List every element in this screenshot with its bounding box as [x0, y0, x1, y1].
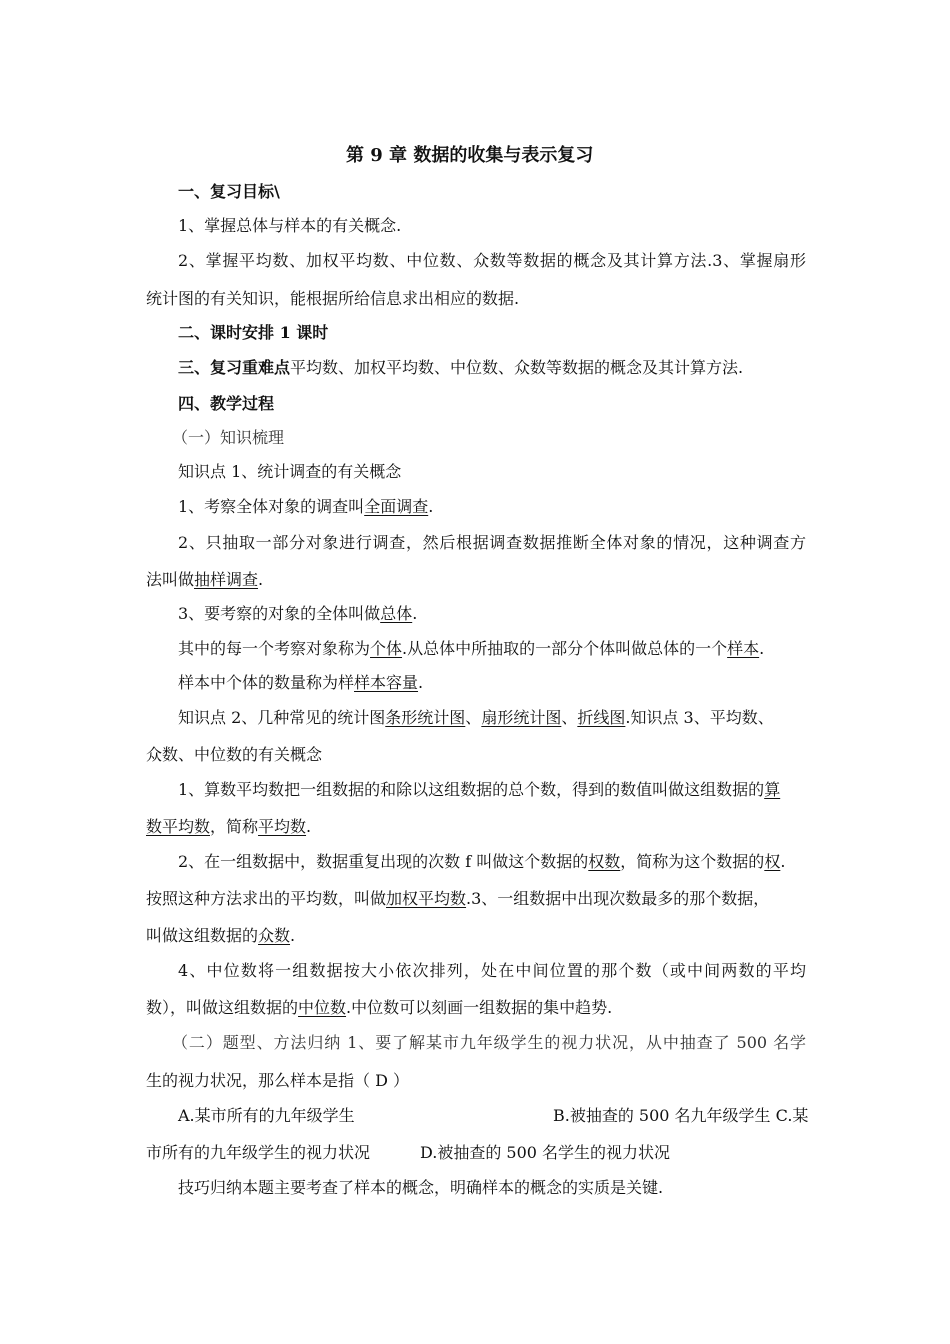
kp3-item-2-line-3	[146, 926, 295, 946]
term-mean: 平均数	[258, 817, 307, 836]
term-bar-chart: 条形统计图	[385, 708, 466, 727]
knowledge-point-3: 众数、中位数的有关概念	[146, 745, 323, 764]
option-b-c: B.被抽查的 500 名九年级学生 C.某	[553, 1106, 809, 1125]
kp1-item-1	[178, 497, 433, 517]
kp3-item-4-line-1: 4、中位数将一组数据按大小依次排列，处在中间位置的那个数（或中间两数的平均	[178, 961, 806, 980]
text: 3、要考察的对象的全体叫做	[178, 604, 381, 623]
section-heading-process: 四、教学过程	[178, 394, 275, 413]
text: 、	[561, 708, 578, 727]
term-sampling: 抽样调查	[194, 570, 259, 589]
text: 、	[465, 708, 482, 727]
term-arithmetic-mean-part1: 算	[764, 780, 781, 799]
subsection-knowledge: （一）知识梳理	[172, 428, 285, 447]
kp3-item-1-line-2	[146, 817, 311, 837]
text: .	[412, 604, 418, 623]
term-weight-number: 权数	[588, 852, 621, 871]
text: .	[418, 673, 424, 692]
term-median: 中位数	[298, 998, 347, 1017]
term-individual: 个体	[370, 639, 403, 658]
goal-item-2-line-1: 2、掌握平均数、加权平均数、中位数、众数等数据的概念及其计算方法.3、掌握扇形	[178, 251, 806, 270]
text: 1、考察全体对象的调查叫	[178, 497, 365, 516]
text: .3、一组数据中出现次数最多的那个数据，	[466, 889, 770, 908]
text: .	[258, 570, 264, 589]
kp3-item-1-line-1	[178, 780, 780, 800]
key-points-text: 平均数、加权平均数、中位数、众数等数据的概念及其计算方法.	[290, 358, 744, 377]
text: 知识点 2、几种常见的统计图	[178, 708, 386, 727]
text: 按照这种方法求出的平均数，叫做	[146, 889, 387, 908]
option-c-cont: 市所有的九年级学生的视力状况	[146, 1143, 371, 1162]
text: ，简称为这个数据的	[620, 852, 765, 871]
subsection-methods-line-1: （二）题型、方法归纳 1、要了解某市九年级学生的视力状况，从中抽查了 500 名学	[172, 1033, 806, 1052]
section-heading-goals: 一、复习目标\	[178, 182, 280, 201]
knowledge-point-1: 知识点 1、统计调查的有关概念	[178, 462, 402, 481]
term-population: 总体	[380, 604, 413, 623]
kp3-item-2-line-1	[178, 852, 785, 872]
kp3-item-2-line-2	[146, 889, 769, 909]
text: .	[290, 926, 296, 945]
term-weight: 权	[764, 852, 781, 871]
knowledge-point-2	[178, 708, 774, 728]
page-title: 第 9 章 数据的收集与表示复习	[346, 145, 594, 166]
subsection-methods-line-2: 生的视力状况，那么样本是指（ D ）	[146, 1071, 410, 1090]
text: .	[759, 639, 765, 658]
kp1-item-5	[178, 673, 423, 693]
text: 2、在一组数据中，数据重复出现的次数 f 叫做这个数据的	[178, 852, 589, 871]
text: .中位数可以刻画一组数据的集中趋势.	[346, 998, 613, 1017]
text: .	[780, 852, 786, 871]
term-sample: 样本	[727, 639, 760, 658]
option-a: A.某市所有的九年级学生	[178, 1106, 355, 1125]
kp3-item-4-line-2	[146, 998, 612, 1018]
text: 1、算数平均数把一组数据的和除以这组数据的总个数，得到的数值叫做这组数据的	[178, 780, 765, 799]
kp1-item-2-line-2	[146, 570, 263, 590]
text: 法叫做	[146, 570, 195, 589]
term-arithmetic-mean-part2: 数平均数	[146, 817, 211, 836]
text: .从总体中所抽取的一部分个体叫做总体的一个	[402, 639, 728, 658]
kp1-item-4	[178, 639, 764, 659]
goal-item-1: 1、掌握总体与样本的有关概念.	[178, 216, 402, 235]
text: .	[428, 497, 434, 516]
term-census: 全面调查	[364, 497, 429, 516]
text: 其中的每一个考察对象称为	[178, 639, 371, 658]
text: 叫做这组数据的	[146, 926, 259, 945]
text: ，简称	[210, 817, 259, 836]
term-weighted-mean: 加权平均数	[386, 889, 467, 908]
kp1-item-3	[178, 604, 417, 624]
term-pie-chart: 扇形统计图	[481, 708, 562, 727]
tip-summary: 技巧归纳本题主要考查了样本的概念，明确样本的概念的实质是关键.	[178, 1178, 664, 1197]
kp1-item-2-line-1: 2、只抽取一部分对象进行调查，然后根据调查数据推断全体对象的情况，这种调查方	[178, 533, 806, 552]
term-line-chart: 折线图	[577, 708, 626, 727]
section-heading-key-points: 三、复习重难点	[178, 358, 291, 377]
text: .	[306, 817, 312, 836]
term-sample-size: 样本容量	[354, 673, 419, 692]
section-key-points	[178, 358, 743, 378]
section-heading-schedule: 二、课时安排 1 课时	[178, 323, 329, 342]
term-mode: 众数	[258, 926, 291, 945]
text: 数），叫做这组数据的	[146, 998, 299, 1017]
option-d: D.被抽查的 500 名学生的视力状况	[420, 1143, 671, 1162]
goal-item-2-line-2: 统计图的有关知识，能根据所给信息求出相应的数据.	[146, 289, 520, 308]
text: 样本中个体的数量称为样	[178, 673, 355, 692]
text: .知识点 3、平均数、	[625, 708, 774, 727]
